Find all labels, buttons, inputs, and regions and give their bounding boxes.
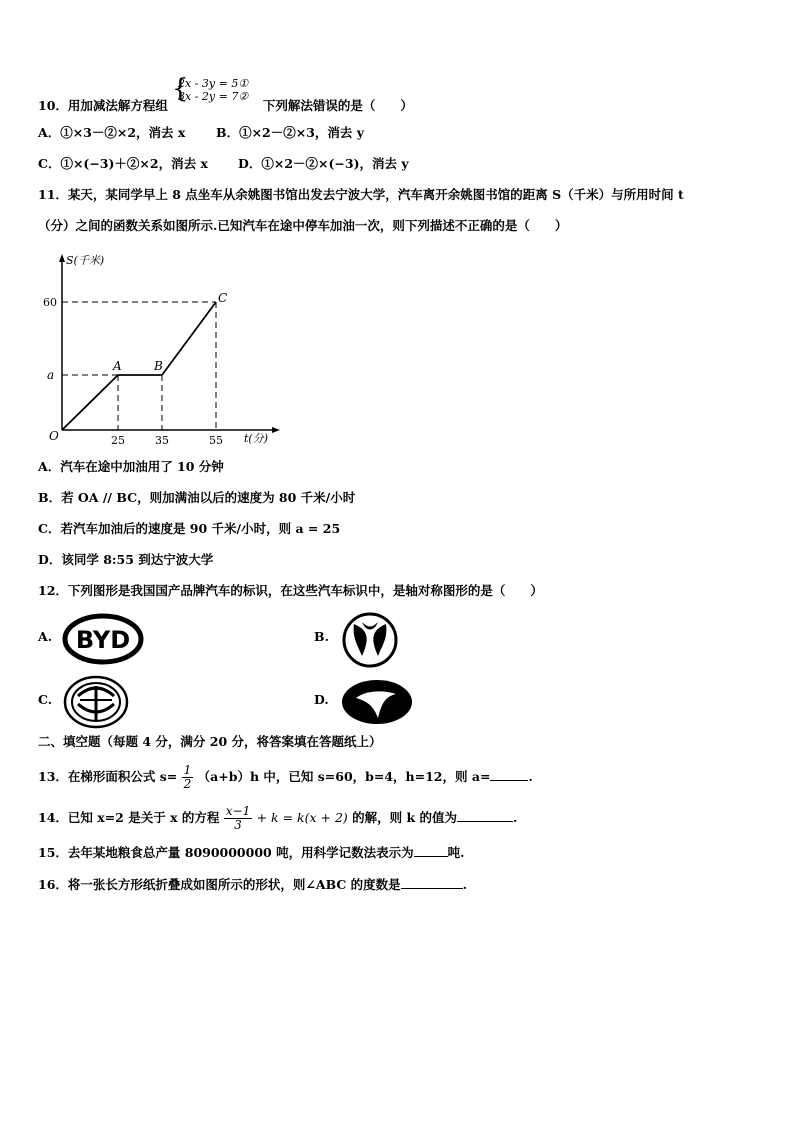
q11-stem-line2: （分）之间的函数关系如图所示.已知汽车在途中停车加油一次，则下列描述不正确的是（ ） [38,218,568,233]
point-a-label: A [113,359,122,373]
q14-answer-blank[interactable] [457,809,513,822]
q12-stem: 12．下列图形是我国国产品牌汽车的标识，在这些汽车标识中，是轴对称图形的是（ ） [38,583,543,598]
q13-answer-blank[interactable] [490,768,528,781]
q14-frac-num: x−1 [225,804,251,818]
q13-post: （a+b）h 中，已知 s=60，b=4，h=12，则 a= [197,769,491,784]
q15-pre: 15．去年某地粮食总产量 8090000000 吨，用科学记数法表示为 [38,845,414,860]
q12-label-d: D. [314,692,329,707]
x-axis-label: t(分) [244,432,269,445]
q13-pre: 13．在梯形面积公式 s= [38,769,178,784]
q14-equation: + k = k(x + 2) [256,810,348,825]
equation-2: 3x - 2y = 7② [178,90,249,103]
q16 [38,876,467,894]
q12-label-b: B. [314,629,329,644]
q11-option-c: C．若汽车加油后的速度是 90 千米/小时，则 a = 25 [38,521,341,536]
tick-60: 60 [43,296,57,309]
y-axis-arrow [59,254,65,262]
swirl-logo [340,610,400,670]
q15 [38,844,464,862]
q15-post: 吨. [447,845,465,860]
q14-end: . [513,810,518,825]
q14-fraction [224,805,252,832]
q14-pre: 14．已知 x=2 是关于 x 的方程 [38,810,220,825]
origin-label: O [49,429,59,443]
q15-answer-blank[interactable] [414,844,448,857]
q12-label-a: A. [38,629,53,644]
tick-25: 25 [111,434,125,447]
tick-55: 55 [209,434,223,447]
byd-logo-text: BYD [75,626,131,654]
q14 [38,805,517,832]
point-b-label: B [154,359,163,373]
q16-pre: 16．将一张长方形纸折叠成如图所示的形状，则∠ABC 的度数是 [38,877,401,892]
y-axis-label: S(千米) [66,254,105,267]
q13-frac-den: 2 [183,777,192,791]
q10-stem [38,97,413,115]
q10-option-b: B．①×2－②×3，消去 y [216,125,365,140]
q14-post: 的解，则 k 的值为 [352,810,458,825]
q13 [38,764,533,791]
q11-option-a: A．汽车在途中加油用了 10 分钟 [38,459,224,474]
q10-option-a: A．①×3－②×2，消去 x [38,125,186,140]
q10-suffix: 下列解法错误的是（ ） [262,98,413,113]
q12-label-c: C. [38,692,53,707]
q16-answer-blank[interactable] [401,876,463,889]
tick-a: a [47,368,55,382]
equation-1: 2x - 3y = 5① [178,77,249,90]
q11-option-d: D．该同学 8:55 到达宁波大学 [38,552,214,567]
q13-frac-num: 1 [183,763,192,777]
q16-end: . [462,877,468,892]
q13-fraction [182,764,194,791]
graph-line [62,302,216,430]
section-2-heading: 二、填空题（每题 4 分，满分 20 分，将答案填在答题纸上） [38,734,382,749]
x-axis-arrow [272,427,280,433]
q10-prefix: 10．用加减法解方程组 [38,98,168,113]
point-c-label: C [218,291,228,305]
byd-logo [62,612,144,666]
brilliance-logo [62,674,130,730]
q13-end: . [528,769,533,784]
distance-time-graph [40,250,290,450]
tick-35: 35 [155,434,169,447]
q10-option-d: D．①×2－②×(−3)，消去 y [238,156,409,171]
equation-brace: { [172,74,189,104]
q11-stem-line1: 11．某天，某同学早上 8 点坐车从余姚图书馆出发去宁波大学，汽车离开余姚图书馆的距离 S（千米）与所用时间 t [38,187,684,202]
q11-option-b: B．若 OA // BC，则加满油以后的速度为 80 千米/小时 [38,490,356,505]
q14-frac-den: 3 [234,818,242,832]
q10-option-c: C．①×(−3)＋②×2，消去 x [38,156,208,171]
leaf-logo [340,678,414,726]
